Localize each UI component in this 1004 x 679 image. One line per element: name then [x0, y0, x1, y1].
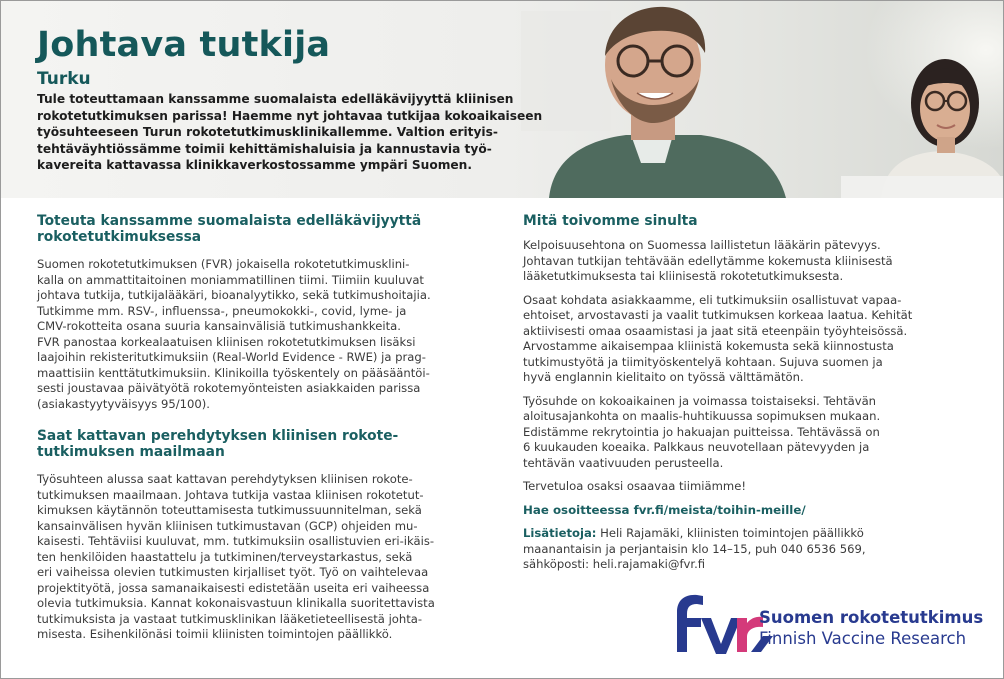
- intro-text: Tule toteuttamaan kanssamme suomalaista edelläkävijyyttä kliinisen rokotetutkimuksen parissa! Haemme nyt johtavaa tutkijaa kokoaikaiseen työsuhteeseen Turun rokotetutkimusklinikallemme. Valtion erityis- tehtäväyhtiössämme toimii kehittämishaluisia ja kannustavia työ- kavereita kattavassa klinikkaverkostossamme ympäri Suomen.: [37, 92, 543, 173]
- logo-wordmark: [759, 608, 983, 650]
- left-column: [37, 213, 477, 649]
- fvr-description: Suomen rokotetutkimuksen (FVR) jokaisella rokotetutkimusklini- kalla on ammattitaitoinen moniammatillinen tiimi. Tiimiin kuuluvat johtava tutkija, tutkijalääkäri, bioanalyytikko, sekä tutkimushoitajia. Tutkimme mm. RSV-, influenssa-, pneumokokki-, covid, lyme- ja CMV-rokotteita osana suuria kansainvälisiä tutkimushankkeita. FVR panostaa korkealaatuisen kliinisen rokotetutkimuksen lisäksi laajoihin rekisteritutkimuksiin (Real-World Evidence - RWE) ja prag- maattisiin kenttätutkimuksiin. Klinikoilla työskentely on pääsääntöi- sesti joustavaa päivätyötä rokotemyönteisten asiakkaiden parissa (asiakastyytyväisyys 95/100).: [37, 257, 431, 411]
- section-heading-requirements: Mitä toivomme sinulta: [523, 213, 698, 229]
- role-description: Työsuhteen alussa saat kattavan perehdytyksen kliinisen rokote- tutkimuksen maailmaan. Johtava tutkija vastaa kliinisen rokotetut- kimuksen käytännön toteuttamisesta tutkimussuunnitelman, sekä kansainvälisen hyvän kliinisen tutkimustavan (GCP) ohjeiden mu- kaisesti. Tehtäviisi kuuluvat, mm. tutkimuksiin osallistuvien eri-ikäis- ten henkilöiden haastattelu ja tutkiminen/terveystarkastus, sekä eri vaiheissa olevien tutkimusten kirjalliset työt. Työ on vaihtelevaa projektityötä, jossa samanaikaisesti edistetään useita eri vaiheessa olevia tutkimuksia. Kannat kokonaisvastuun klinikalla suoritettavista tutkimuksista ja vastaat tutkimusklinikan lääketieteellisestä johta- misesta. Esihenkilönäsi toimii kliinisten toimintojen päällikkö.: [37, 472, 435, 641]
- section-heading-innovation: Toteuta kanssamme suomalaista edelläkävijyyttä rokotetutkimuksessa: [37, 213, 422, 245]
- contact-details: Heli Rajamäki, kliinisten toimintojen päällikkö maanantaisin ja perjantaisin klo 14–15, puh 040 6536 569, sähköposti: heli.rajamaki@fvr.fi: [523, 526, 866, 571]
- contact-info: [523, 526, 973, 573]
- apply-link[interactable]: Hae osoitteessa fvr.fi/meista/toihin-meille/: [523, 502, 806, 517]
- requirements-qualification: Kelpoisuusehtona on Suomessa laillistetun lääkärin pätevyys. Johtavan tutkijan tehtävään edellytämme kokemusta kliinisestä lääketutkimuksesta tai kliinisestä rokotetutkimuksesta.: [523, 238, 893, 283]
- contact-label: Lisätietoja:: [523, 526, 597, 540]
- logo-name-fi: Suomen rokotetutkimus: [759, 608, 984, 627]
- employment-terms: Työsuhde on kokoaikainen ja voimassa toistaiseksi. Tehtävän aloitusajankohta on maalis-huhtikuussa sopimuksen mukaan. Edistämme rekrytointia jo hakuajan puitteissa. Tehtävässä on 6 kuukauden koeaika. Palkkaus neuvotellaan pätevyyden ja tehtävän vaativuuden perusteella.: [523, 393, 881, 470]
- logo-name-en: Finnish Vaccine Research: [759, 629, 967, 648]
- hero-banner: [1, 1, 1003, 198]
- hero-text: [37, 25, 557, 174]
- job-location: Turku: [37, 69, 91, 89]
- job-title: Johtava tutkija: [37, 25, 331, 65]
- section-heading-induction: Saat kattavan perehdytyksen kliinisen rokote- tutkimuksen maailmaan: [37, 428, 399, 460]
- right-column: [523, 213, 973, 581]
- requirements-skills: Osaat kohdata asiakkaamme, eli tutkimuksiin osallistuvat vapaa- ehtoiset, arvostavasti ja vaalit tutkimuksen korkeaa laatua. Kehität aktiivisesti omaa osaamistasi ja jaat sitä eteenpäin työyhteisössä. Arvostamme aikaisempaa kliinistä kokemusta sekä kiinnostusta tutkimustyötä ja tiimityöskentelyä kohtaan. Sujuva suomen ja hyvä englannin kielitaito on työssä välttämätön.: [523, 292, 913, 384]
- welcome-text: Tervetuloa osaksi osaavaa tiimiämme!: [523, 479, 746, 493]
